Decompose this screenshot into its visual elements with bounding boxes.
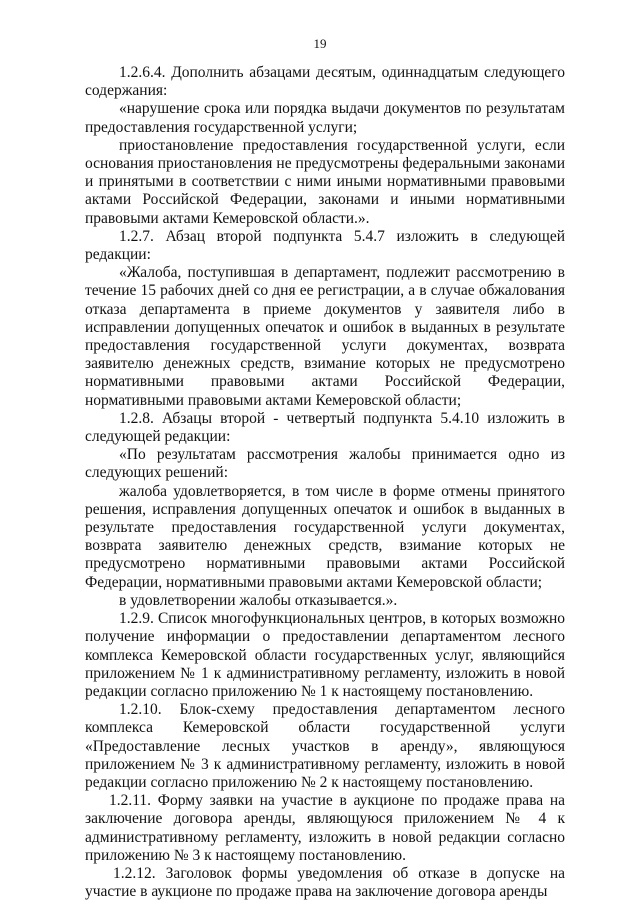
paragraph-1-2-11: 1.2.11. Форму заявки на участие в аукционе по продаже права на заключение договора аренды, являющуюся приложением № 4 к административному регламенту, изложить в новой редакции согласно приложению № 3 к настоящему постановлению. (85, 792, 565, 864)
paragraph-1-2-10: 1.2.10. Блок-схему предоставления департаментом лесного комплекса Кемеровской области государственной услуги «Предоставление лесных участков в аренду», являющуюся приложением № 3 к административному регламенту, изложить в новой редакции согласно приложению № 2 к настоящему постановлению. (85, 701, 565, 791)
paragraph-1-2-8: 1.2.8. Абзацы второй - четвертый подпункта 5.4.10 изложить в следующей редакции: (85, 409, 565, 446)
paragraph-1-2-12: 1.2.12. Заголовок формы уведомления об отказе в допуске на участие в аукционе по продаже права на заключение договора аренды (85, 864, 565, 901)
paragraph-complaint-rejected: в удовлетворении жалобы отказывается.». (119, 591, 398, 609)
paragraph-suspension: приостановление предоставления государственной услуги, если основания приостановления не предусмотрены федеральными законами и принятыми в соответствии с ними иными нормативными правовыми актами Российской Федерации, законами и иными нормативными правовыми актами Кемеровской области.». (85, 136, 565, 227)
paragraph-complaint: «Жалоба, поступившая в департамент, подлежит рассмотрению в течение 15 рабочих дней со дня ее регистрации, а в случае обжалования отказа департамента в приеме документов у заявителя либо в исправлении допущенных опечаток и ошибок в выданных в результате предоставления государственной услуги документах, возврата заявителю денежных средств, взимание которых не предусмотрено нормативными правовыми актами Российской Федерации, нормативными правовыми актами Кемеровской области; (85, 264, 565, 409)
paragraph-decision-intro: «По результатам рассмотрения жалобы принимается одно из следующих решений: (85, 446, 565, 482)
page-number: 19 (313, 36, 327, 51)
document-body (85, 64, 565, 901)
paragraph-1-2-6-4: 1.2.6.4. Дополнить абзацами десятым, одиннадцатым следующего содержания: (85, 64, 565, 100)
paragraph-1-2-7: 1.2.7. Абзац второй подпункта 5.4.7 изложить в следующей редакции: (85, 227, 565, 264)
paragraph-1-2-9: 1.2.9. Список многофункциональных центров, в которых возможно получение информации о предоставлении департаментом лесного комплекса Кемеровской области государственных услуг, являющийся приложением № 1 к административному регламенту, изложить в новой редакции согласно приложению № 1 к настоящему постановлению. (85, 610, 565, 700)
paragraph-complaint-satisfied: жалоба удовлетворяется, в том числе в форме отмены принятого решения, исправления допущенных опечаток и ошибок в выданных в результате предоставления государственной услуги документах, возврата заявителю денежных средств, взимание которых не предусмотрено нормативными правовыми актами Российской Федерации, нормативными правовыми актами Кемеровской области; (85, 482, 565, 591)
paragraph-quote-violation: «нарушение срока или порядка выдачи документов по результатам предоставления государственной услуги; (85, 100, 565, 136)
